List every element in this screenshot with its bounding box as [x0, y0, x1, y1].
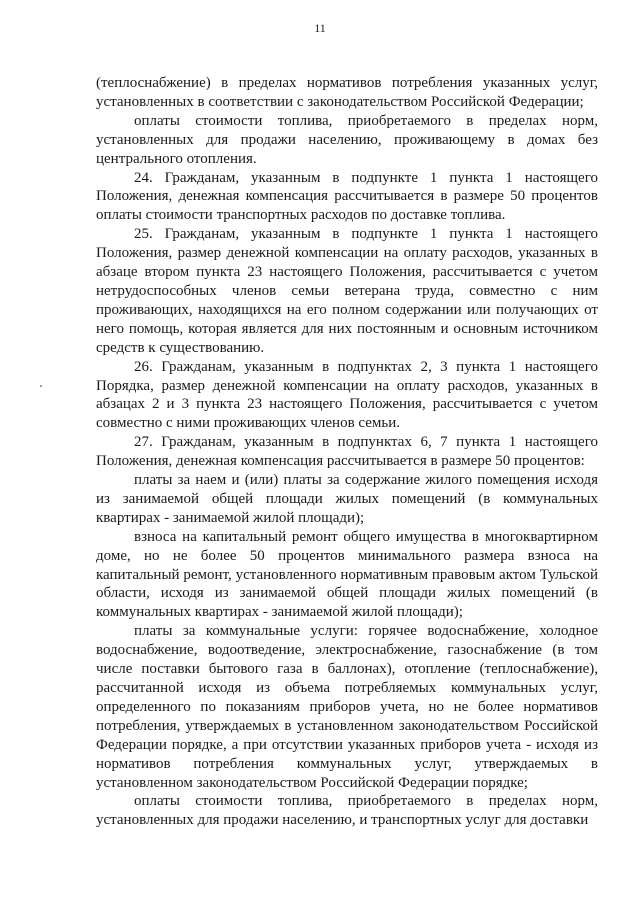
paragraph-rent-payment: платы за наем и (или) платы за содержание жилого помещения исходя из занимаемой общей площади жилых помещений (в коммунальных квартирах - занимаемой жилой площади);	[96, 472, 598, 526]
paragraph-fuel-delivery: оплаты стоимости топлива, приобретаемого в пределах норм, установленных для продажи населению, и транспортных услуг для доставки	[96, 793, 598, 829]
paragraph-item-24: 24. Гражданам, указанным в подпункте 1 пункта 1 настоящего Положения, денежная компенсация рассчитывается в размере 50 процентов оплаты стоимости транспортных расходов по доставке топлива.	[96, 169, 598, 224]
paragraph-item-26: 26. Гражданам, указанным в подпунктах 2, 3 пункта 1 настоящего Порядка, размер денежной компенсации на оплату расходов, указанных в абзацах 2 и 3 пункта 23 настоящего Положения, рассчитывается с учетом совместно с ними проживающих членов семьи.	[96, 358, 598, 432]
page-number: 11	[314, 21, 326, 35]
paragraph-capital-repair: взноса на капитальный ремонт общего имущества в многоквартирном доме, но не более 50 процентов минимального размера взноса на капитальный ремонт, установленного нормативным правовым актом Тульской области, исходя из занимаемой общей площади жилых помещений (в коммунальных квартирах - занимаемой жилой площади);	[96, 528, 598, 621]
paragraph-fuel-payment: оплаты стоимости топлива, приобретаемого в пределах норм, установленных для продажи населению, проживающему в домах без центрального отопления.	[96, 112, 598, 167]
margin-mark	[40, 385, 42, 387]
paragraph-utilities: платы за коммунальные услуги: горячее водоснабжение, холодное водоснабжение, водоотведение, электроснабжение, газоснабжение (в том числе поставки бытового газа в баллонах), отопление (теплоснабжение), рассчитанной исходя из объема потребляемых коммунальных услуг, определенного по показаниям приборов учета, но не более нормативов потребления, утверждаемых в установленном законодательством Российской Федерации порядке, а при отсутствии указанных приборов учета - исходя из нормативов потребления коммунальных услуг, утверждаемых в установленном законодательством Российской Федерации порядке;	[96, 623, 598, 791]
document-body	[96, 74, 598, 830]
paragraph-item-25: 25. Гражданам, указанным в подпункте 1 пункта 1 настоящего Положения, размер денежной компенсации на оплату расходов, указанных в абзаце втором пункта 23 настоящего Положения, рассчитывается с учетом нетрудоспособных членов семьи ветерана труда, совместно с ним проживающих, находящихся на его полном содержании или получающих от него помощь, которая является для них постоянным и основным источником средств к существованию.	[96, 226, 598, 356]
paragraph-continuation: (теплоснабжение) в пределах нормативов потребления указанных услуг, установленных в соответствии с законодательством Российской Федерации;	[96, 75, 598, 110]
paragraph-item-27: 27. Гражданам, указанным в подпунктах 6, 7 пункта 1 настоящего Положения, денежная компенсация рассчитывается в размере 50 процентов:	[96, 434, 598, 470]
